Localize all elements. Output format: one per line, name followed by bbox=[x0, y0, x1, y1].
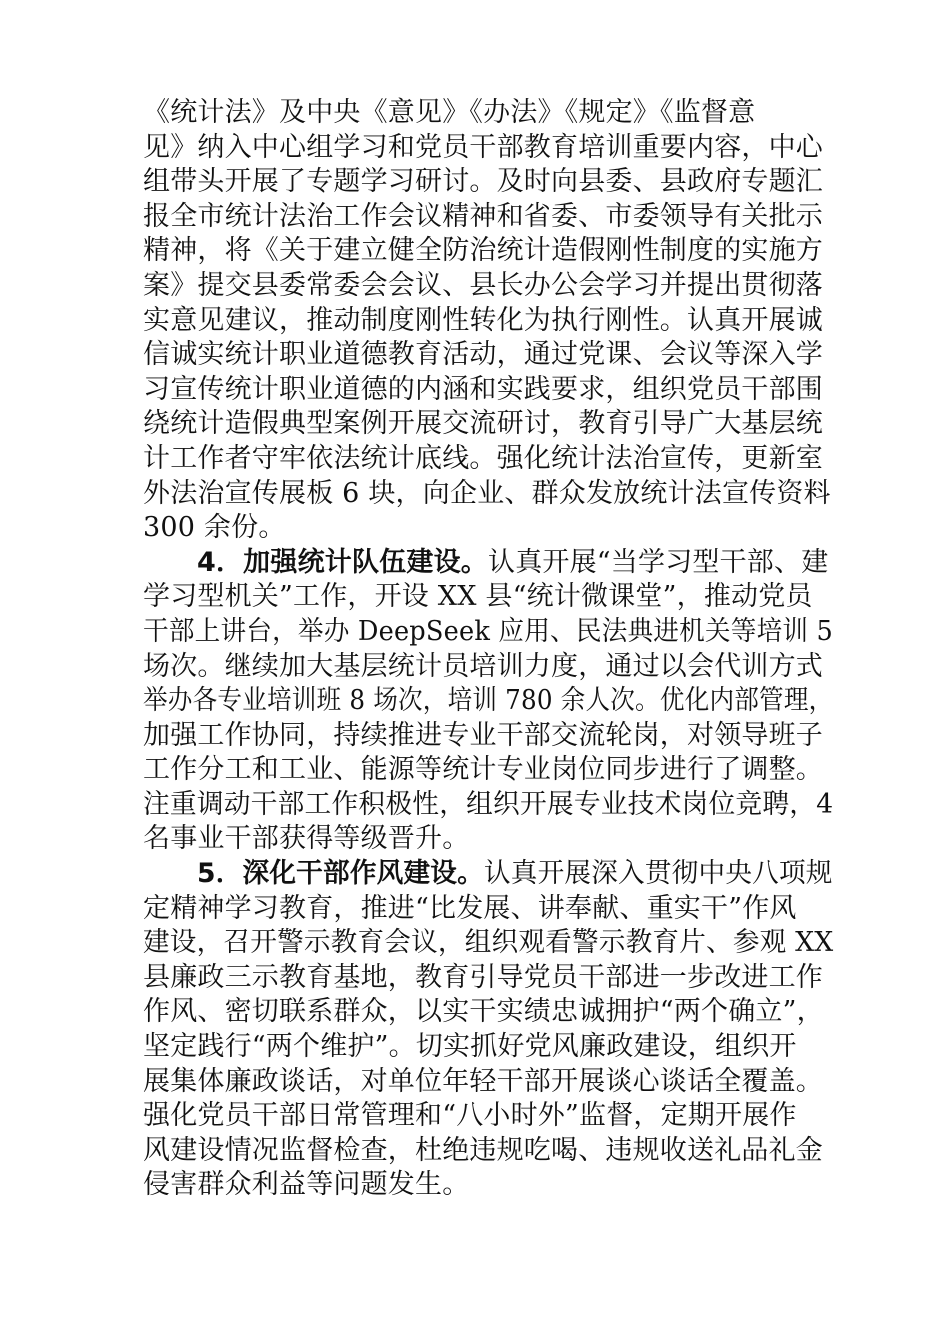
text-line: 定精神学习教育，推进“比发展、讲奉献、重实干”作风 bbox=[143, 892, 797, 924]
section-heading: 4．加强统计队伍建设。 bbox=[197, 546, 488, 578]
text-line: 坚定践行“两个维护”。切实抓好党风廉政建设，组织开 bbox=[143, 1031, 797, 1063]
text-line: 习宣传统计职业道德的内涵和实践要求，组织党员干部围 bbox=[143, 373, 823, 405]
text-line: 学习型机关”工作，开设 XX 县“统计微课堂”，推动党员 bbox=[143, 581, 813, 613]
section-work-style bbox=[143, 857, 833, 1203]
text-line: 干部上讲台，举办 DeepSeek 应用、民法典进机关等培训 5 bbox=[143, 615, 834, 647]
text-line: 场次。继续加大基层统计员培训力度，通过以会代训方式 bbox=[143, 650, 823, 682]
paragraph-statistics-law bbox=[143, 96, 833, 546]
document-body bbox=[143, 96, 833, 1203]
text-line: 绕统计造假典型案例开展交流研讨，教育引导广大基层统 bbox=[143, 408, 823, 440]
section-first-line-text: 认真开展深入贯彻中央八项规 bbox=[483, 858, 833, 890]
text-line: 信诚实统计职业道德教育活动，通过党课、会议等深入学 bbox=[143, 339, 823, 371]
text-line: 工作分工和工业、能源等统计专业岗位同步进行了调整。 bbox=[143, 754, 823, 786]
text-line: 侵害群众利益等问题发生。 bbox=[143, 1169, 470, 1201]
text-line: 展集体廉政谈话，对单位年轻干部开展谈心谈话全覆盖。 bbox=[143, 1065, 823, 1097]
text-line: 建设，召开警示教育会议，组织观看警示教育片、参观 XX bbox=[143, 927, 834, 959]
text-line: 县廉政三示教育基地，教育引导党员干部进一步改进工作 bbox=[143, 961, 823, 993]
text-line: 注重调动干部工作积极性，组织开展专业技术岗位竞聘，4 bbox=[143, 788, 834, 820]
text-line: 精神，将《关于建立健全防治统计造假刚性制度的实施方 bbox=[143, 235, 823, 267]
text-line: 名事业干部获得等级晋升。 bbox=[143, 823, 470, 855]
text-line: 加强工作协同，持续推进专业干部交流轮岗，对领导班子 bbox=[143, 719, 823, 751]
text-line: 报全市统计法治工作会议精神和省委、市委领导有关批示 bbox=[143, 200, 823, 232]
section-first-line bbox=[143, 546, 833, 581]
text-line: 组带头开展了专题学习研讨。及时向县委、县政府专题汇 bbox=[143, 166, 823, 198]
text-line: 案》提交县委常委会会议、县长办公会学习并提出贯彻落 bbox=[143, 269, 823, 301]
text-line: 《统计法》及中央《意见》《办法》《规定》《监督意 bbox=[143, 97, 756, 128]
section-team-building bbox=[143, 546, 833, 857]
section-first-line bbox=[143, 857, 833, 892]
text-line: 风建设情况监督检查，杜绝违规吃喝、违规收送礼品礼金 bbox=[143, 1134, 823, 1166]
section-heading: 5．深化干部作风建设。 bbox=[197, 858, 484, 890]
text-line: 外法治宣传展板 6 块，向企业、群众发放统计法宣传资料 bbox=[143, 477, 831, 509]
text-line: 见》纳入中心组学习和党员干部教育培训重要内容，中心 bbox=[143, 131, 823, 163]
text-line: 作风、密切联系群众，以实干实绩忠诚拥护“两个确立”， bbox=[143, 996, 824, 1028]
text-line: 300 余份。 bbox=[143, 512, 286, 544]
section-first-line-text: 认真开展“当学习型干部、建 bbox=[488, 546, 829, 578]
text-line: 举办各专业培训班 8 场次，培训 780 余人次。优化内部管理， bbox=[143, 685, 834, 717]
text-line: 强化党员干部日常管理和“八小时外”监督，定期开展作 bbox=[143, 1100, 797, 1132]
text-line: 计工作者守牢依法统计底线。强化统计法治宣传，更新室 bbox=[143, 442, 823, 474]
text-line: 实意见建议，推动制度刚性转化为执行刚性。认真开展诚 bbox=[143, 304, 823, 336]
